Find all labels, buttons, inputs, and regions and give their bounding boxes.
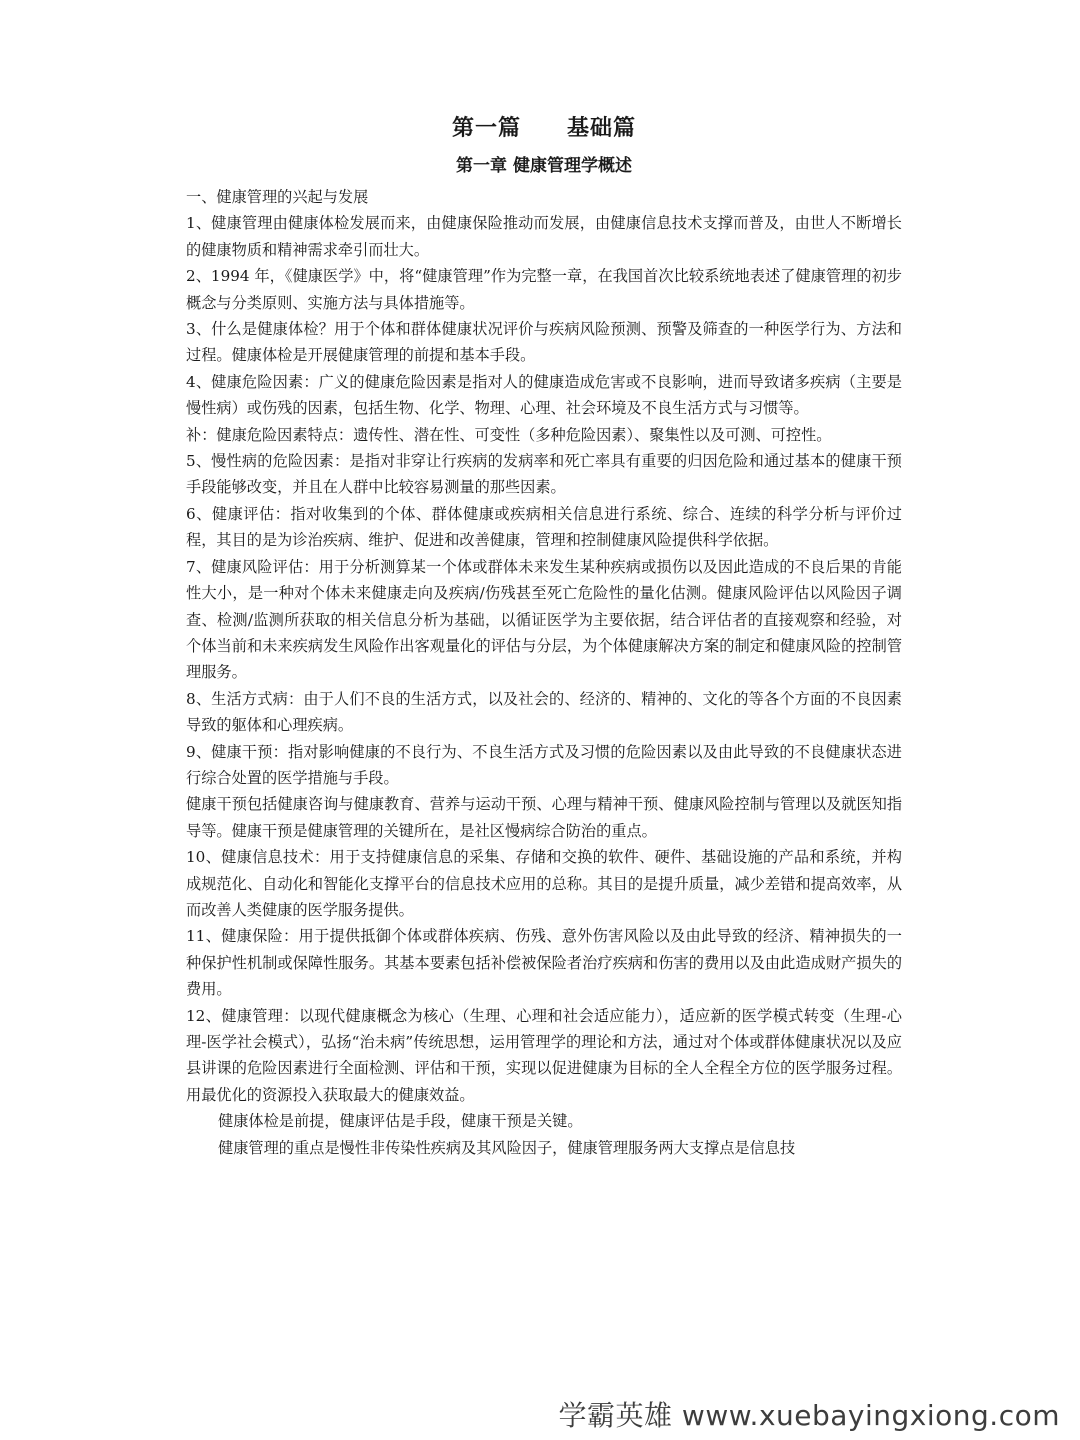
chapter-title: 第一章 健康管理学概述 [456,156,632,176]
part-title: 第一篇 基础篇 [451,116,636,141]
paragraph-8: 8、生活方式病：由于人们不良的生活方式，以及社会的、经济的、精神的、文化的等各个方面的不良因素导致的躯体和心理疾病。 [186,689,902,735]
indented-paragraph-2: 健康管理的重点是慢性非传染性疾病及其风险因子，健康管理服务两大支撑点是信息技 [218,1138,796,1157]
watermark-footer: 学霸英雄 www.xuebayingxiong.com [558,1399,1060,1432]
paragraph-9: 9、健康干预：指对影响健康的不良行为、不良生活方式及习惯的危险因素以及由此导致的不良健康状态进行综合处置的医学措施与手段。 [186,742,902,787]
paragraph-7: 7、健康风险评估：用于分析测算某一个体或群体未来发生某种疾病或损伤以及因此造成的不良后果的肯能性大小，是一种对个体未来健康走向及疾病/伤残甚至死亡危险性的量化估测。健康风险评估以风险因子调查、检测/监测所获取的相关信息分析为基础，以循证医学为主要依据，结合评估者的直接观察和经验，对个体当前和未来疾病发生风险作出客观量化的评估与分层，为个体健康解决方案的制定和健康风险的控制管理服务。 [186,557,902,682]
paragraph-5: 5、慢性病的危险因素：是指对非穿让行疾病的发病率和死亡率具有重要的归因危险和通过基本的健康干预手段能够改变，并且在人群中比较容易测量的那些因素。 [186,452,902,497]
paragraph-4: 4、健康危险因素：广义的健康危险因素是指对人的健康造成危害或不良影响，进而导致诸多疾病（主要是慢性病）或伤残的因素，包括生物、化学、物理、心理、社会环境及不良生活方式与习惯等。 [186,372,902,418]
paragraph-10: 10、健康信息技术：用于支持健康信息的采集、存储和交换的软件、硬件、基础设施的产品和系统，并构成规范化、自动化和智能化支撑平台的信息技术应用的总称。其目的是提升质量，减少差错和提高效率，从而改善人类健康的医学服务提供。 [186,848,902,919]
paragraph-2: 2、1994 年，《健康医学》中，将“健康管理”作为完整一章，在我国首次比较系统地表述了健康管理的初步概念与分类原则、实施方法与具体措施等。 [186,267,902,312]
section-heading: 一、健康管理的兴起与发展 [186,188,369,206]
paragraph-12: 12、健康管理：以现代健康概念为核心（生理、心理和社会适应能力），适应新的医学模式转变（生理-心理-医学社会模式），弘扬“治未病”传统思想，运用管理学的理论和方法，通过对个体或群体健康状况以及应县讲课的危险因素进行全面检测、评估和干预，实现以促进健康为目标的全人全程全方位的医学服务过程。用最优化的资源投入获取最大的健康效益。 [186,1006,902,1104]
paragraph-9-note: 健康干预包括健康咨询与健康教育、营养与运动干预、心理与精神干预、健康风险控制与管理以及就医知指导等。健康干预是健康管理的关键所在，是社区慢病综合防治的重点。 [186,795,902,840]
paragraph-3: 3、什么是健康体检？用于个体和群体健康状况评价与疾病风险预测、预警及筛查的一种医学行为、方法和过程。健康体检是开展健康管理的前提和基本手段。 [186,320,902,365]
paragraph-6: 6、健康评估：指对收集到的个体、群体健康或疾病相关信息进行系统、综合、连续的科学分析与评价过程，其目的是为诊治疾病、维护、促进和改善健康，管理和控制健康风险提供科学依据。 [186,504,902,550]
document-page [186,112,902,1161]
paragraph-supplement: 补：健康危险因素特点：遗传性、潜在性、可变性（多种危险因素）、聚集性以及可测、可控性。 [186,425,832,444]
indented-paragraph-1: 健康体检是前提，健康评估是手段，健康干预是关键。 [218,1112,583,1131]
paragraph-11: 11、健康保险：用于提供抵御个体或群体疾病、伤残、意外伤害风险以及由此导致的经济、精神损失的一种保护性机制或保障性服务。其基本要素包括补偿被保险者治疗疾病和伤害的费用以及由此造成财产损失的费用。 [186,927,902,999]
paragraph-1: 1、健康管理由健康体检发展而来，由健康保险推动而发展，由健康信息技术支撑而普及，由世人不断增长的健康物质和精神需求牵引而壮大。 [186,214,902,259]
